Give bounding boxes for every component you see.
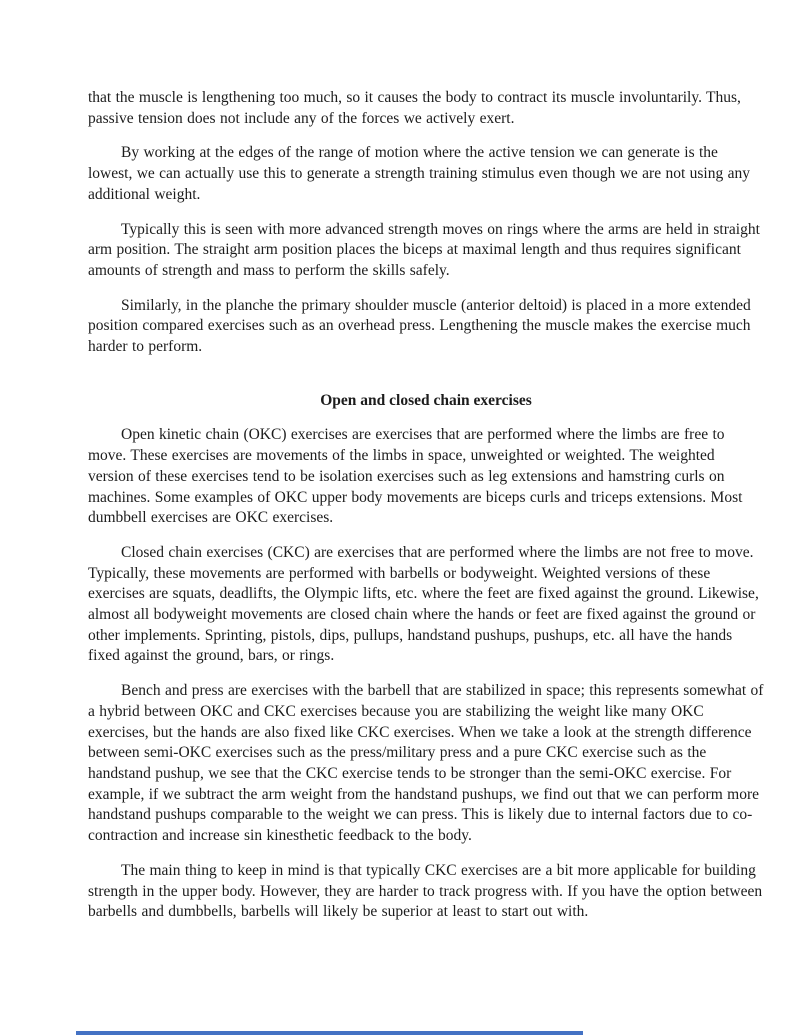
paragraph-passive-tension: that the muscle is lengthening too much, so it causes the body to contract its muscle involuntarily. Thus, passive tension does not include any of the forces we actively exert. (88, 89, 741, 127)
paragraph-bench-press-hybrid: Bench and press are exercises with the barbell that are stabilized in space; this represents somewhat of a hybrid between OKC and CKC exercises because you are stabilizing the weight like many OKC exercises, but the hands are also fixed like CKC exercises. When we take a look at the strength difference between semi-OKC exercises such as the press/military press and a pure CKC exercise such as the handstand pushup, we see that the CKC exercise tends to be stronger than the semi-OKC exercise. For example, if we subtract the arm weight from the handstand pushups, we find out that we can perform more handstand pushups comparable to the weight we can press. This is likely due to internal factors due to co-contraction and increase sin kinesthetic feedback to the body. (88, 682, 764, 845)
paragraph-planche-deltoid: Similarly, in the planche the primary shoulder muscle (anterior deltoid) is placed in a more extended position compared exercises such as an overhead press. Lengthening the muscle makes the exercise much harder to perform. (88, 296, 751, 356)
paragraph-range-of-motion: By working at the edges of the range of motion where the active tension we can generate is the lowest, we can actually use this to generate a strength training stimulus even though we are not using any additional weight. (88, 144, 750, 203)
next-page-element-fragment (76, 1031, 583, 1035)
paragraph-main-takeaway: The main thing to keep in mind is that typically CKC exercises are a bit more applicable for building strength in the upper body. However, they are harder to track progress with. If you have the option between barbells and dumbbells, barbells will likely be superior at least to start out with. (88, 861, 763, 921)
paragraph-ckc-definition: Closed chain exercises (CKC) are exercises that are performed where the limbs are not free to move. Typically, these movements are performed with barbells or bodyweight. Weighted versions of these exercises are squats, deadlifts, the Olympic lifts, etc. where the feet are fixed against the ground. Likewise, almost all bodyweight movements are closed chain where the hands or feet are fixed against the ground or other implements. Sprinting, pistols, dips, pullups, handstand pushups, pushups, etc. all have the hands fixed against the ground, bars, or rings. (88, 543, 759, 665)
text-block (88, 88, 764, 937)
paragraph-rings-straight-arm: Typically this is seen with more advanced strength moves on rings where the arms are held in straight arm position. The straight arm position places the biceps at maximal length and thus requires significant amounts of strength and mass to perform the skills safely. (88, 220, 760, 279)
section-heading: Open and closed chain exercises (320, 391, 532, 409)
paragraph-okc-definition: Open kinetic chain (OKC) exercises are exercises that are performed where the limbs are free to move. These exercises are movements of the limbs in space, unweighted or weighted. The weighted version of these exercises tend to be isolation exercises such as leg extensions and hamstring curls on machines. Some examples of OKC upper body movements are biceps curls and triceps extensions. Most dumbbell exercises are OKC exercises. (88, 426, 743, 527)
